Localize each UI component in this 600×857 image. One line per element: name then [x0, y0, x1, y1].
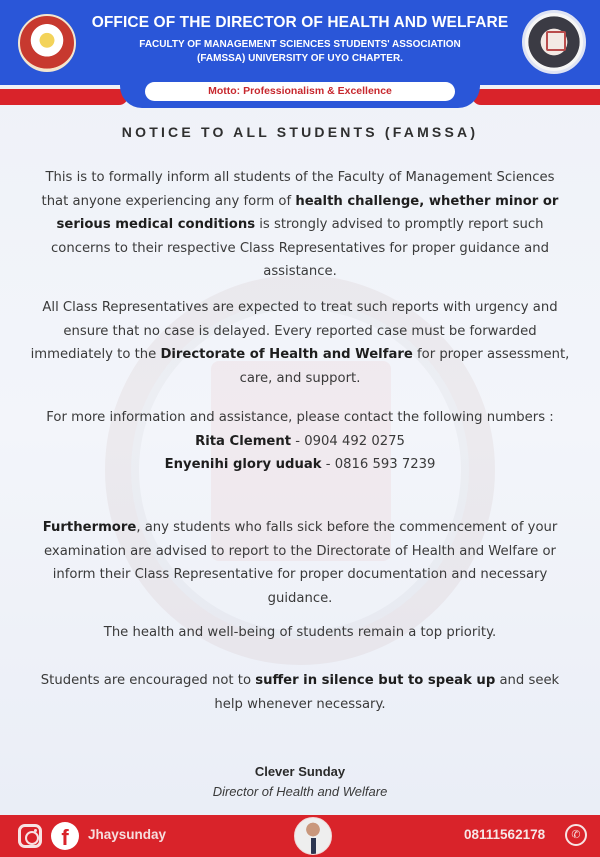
text: This is to formally inform all students of the Faculty of Management Sciences that anyone experiencing any form of	[41, 170, 555, 209]
header-subtitle	[80, 38, 520, 66]
text: Students are encouraged not to	[40, 673, 256, 688]
instagram-icon[interactable]	[18, 824, 42, 848]
text: is strongly advised to promptly report such concerns to their respective Class Representatives for proper guidance and assistance.	[51, 217, 549, 279]
paragraph-encouragement	[30, 669, 570, 716]
header-red-bar-left	[0, 87, 128, 105]
text: for proper assessment, care, and support.	[239, 347, 570, 386]
famssa-logo	[522, 10, 586, 74]
paragraph-contacts	[30, 406, 570, 477]
contacts-intro: For more information and assistance, please contact the following numbers :	[46, 410, 554, 425]
social-handle[interactable]: Jhaysunday	[88, 827, 167, 842]
signatory-role: Director of Health and Welfare	[212, 784, 388, 799]
notice-title: NOTICE TO ALL STUDENTS (FAMSSA)	[121, 124, 479, 140]
signature-block	[150, 762, 450, 802]
university-crest-logo	[18, 14, 76, 72]
text: All Class Representatives are expected to treat such reports with urgency and ensure that no case is delayed. Every reported case must be forwarded immediately to the	[30, 300, 558, 362]
motto-badge: Motto: Professionalism & Excellence	[145, 82, 455, 101]
text: and seek help whenever necessary.	[214, 673, 560, 712]
avatar	[294, 817, 332, 855]
contact-item	[30, 453, 570, 477]
paragraph-furthermore	[30, 516, 570, 610]
famssa-logo-emblem	[546, 31, 566, 51]
contact-name: Rita Clement	[195, 433, 292, 449]
paragraph-intro	[30, 166, 570, 284]
header-red-bar-right	[472, 87, 600, 105]
header-title: OFFICE OF THE DIRECTOR OF HEALTH AND WELFARE	[91, 14, 509, 31]
whatsapp-icon[interactable]: ✆	[565, 824, 587, 846]
bold-text: Furthermore	[42, 520, 137, 535]
paragraph-priority: The health and well-being of students remain a top priority.	[103, 625, 497, 640]
contact-item	[30, 430, 570, 454]
contact-phone: - 0904 492 0275	[291, 433, 405, 449]
header-subtitle-line1: FACULTY OF MANAGEMENT SCIENCES STUDENTS' ASSOCIATION	[139, 39, 461, 50]
signatory-name: Clever Sunday	[254, 764, 346, 779]
contact-phone: - 0816 593 7239	[321, 457, 436, 472]
paragraph-class-reps	[30, 296, 570, 390]
header-banner	[0, 0, 600, 108]
bold-text: Directorate of Health and Welfare	[160, 347, 413, 362]
facebook-icon[interactable]: f	[51, 822, 79, 850]
footer-bar	[0, 815, 600, 857]
header-subtitle-line2: (FAMSSA) UNIVERSITY OF UYO CHAPTER.	[197, 53, 403, 64]
text: , any students who falls sick before the commencement of your examination are advised to report to the Directorate of Health and Welfare or inform their Class Representative for proper documentation and necessary guidance.	[44, 520, 558, 606]
bold-text: health challenge, whether minor or serious medical conditions	[56, 193, 559, 232]
bold-text: suffer in silence but to speak up	[255, 673, 496, 688]
contact-name: Enyenihi glory uduak	[164, 457, 322, 472]
whatsapp-number[interactable]: 08111562178	[464, 827, 546, 842]
